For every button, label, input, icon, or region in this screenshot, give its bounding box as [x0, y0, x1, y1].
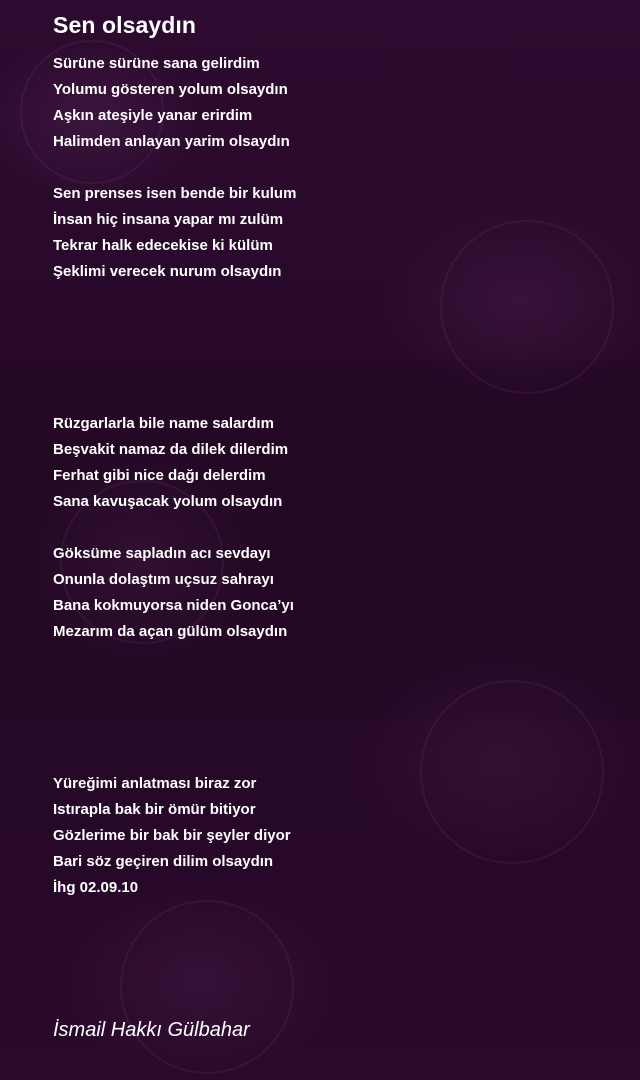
poem-line: Onunla dolaştım uçsuz sahrayı	[53, 571, 274, 588]
poem-line: Gözlerime bir bak bir şeyler diyor	[53, 827, 291, 844]
poem-line: Sen prenses isen bende bir kulum	[53, 185, 297, 202]
poem-title: Sen olsaydın	[53, 12, 197, 38]
poem-line: Istırapla bak bir ömür bitiyor	[53, 801, 256, 818]
poem-line: Tekrar halk edecekise ki külüm	[53, 237, 273, 254]
poem-date-line: İhg 02.09.10	[53, 879, 139, 896]
poem-line: Bari söz geçiren dilim olsaydın	[53, 853, 274, 870]
stanza-gap	[53, 155, 296, 181]
background-ornament	[420, 680, 604, 864]
poem-section-3	[53, 771, 291, 901]
poem-line: Rüzgarlarla bile name salardım	[53, 415, 274, 432]
poem-line: Yolumu gösteren yolum olsaydın	[53, 81, 288, 98]
poem-line: Göksüme sapladın acı sevdayı	[53, 545, 271, 562]
poem-author: İsmail Hakkı Gülbahar	[53, 1019, 250, 1041]
poem-line: Aşkın ateşiyle yanar erirdim	[53, 107, 253, 124]
stanza-gap	[53, 515, 294, 541]
poem-line: Sürüne sürüne sana gelirdim	[53, 55, 260, 72]
poem-line: İnsan hiç insana yapar mı zulüm	[53, 211, 284, 228]
poem-line: Sana kavuşacak yolum olsaydın	[53, 493, 283, 510]
background-ornament	[440, 220, 614, 394]
poem-line: Yüreğimi anlatması biraz zor	[53, 775, 257, 792]
poem-line: Halimden anlayan yarim olsaydın	[53, 133, 290, 150]
poem-line: Beşvakit namaz da dilek dilerdim	[53, 441, 289, 458]
poem-line: Bana kokmuyorsa niden Gonca’yı	[53, 597, 294, 614]
poem-line: Şeklimi verecek nurum olsaydın	[53, 263, 282, 280]
poem-line: Ferhat gibi nice dağı delerdim	[53, 467, 266, 484]
poem-section-1	[53, 51, 296, 285]
poem-line: Mezarım da açan gülüm olsaydın	[53, 623, 288, 640]
poem-section-2	[53, 411, 294, 645]
background-ornament	[120, 900, 294, 1074]
